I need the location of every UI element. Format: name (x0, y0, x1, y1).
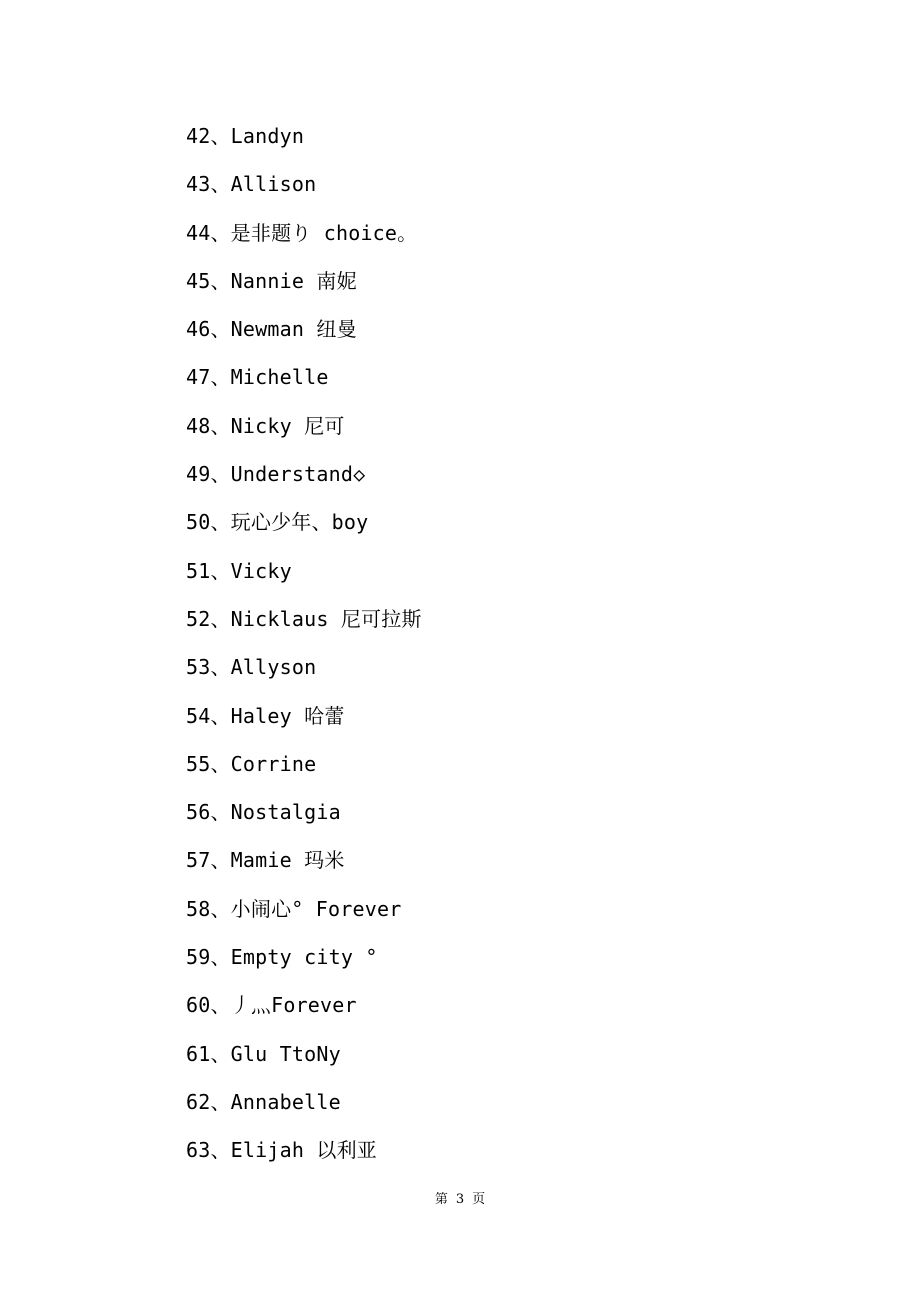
list-item: 42、Landyn (186, 124, 305, 148)
list-item: 51、Vicky (186, 558, 292, 583)
list-item: 57、Mamie 玛米 (186, 848, 345, 873)
list-item: 60、丿灬Forever (186, 993, 357, 1018)
list-item: 61、Glu TtoNy (186, 1041, 341, 1066)
list-item: 52、Nicklaus 尼可拉斯 (186, 606, 422, 631)
list-item: 47、Michelle (186, 365, 329, 390)
footer-prefix: 第 (434, 1192, 448, 1207)
list-item: 63、Elijah 以利亚 (186, 1138, 377, 1163)
list-item: 55、Corrine (186, 751, 317, 776)
list-item: 58、小闹心° Forever (186, 896, 402, 921)
list-item: 56、Nostalgia (186, 800, 341, 825)
list-item: 53、Allyson (186, 655, 317, 680)
list-item: 59、Empty city ° (186, 945, 378, 970)
list-item: 43、Allison (186, 172, 317, 197)
list-item: 54、Haley 哈蕾 (186, 703, 345, 728)
list-item: 50、玩心少年、boy (186, 510, 369, 535)
list-item: 62、Annabelle (186, 1089, 341, 1114)
footer-suffix: 页 (472, 1192, 486, 1207)
list-item: 48、Nicky 尼可 (186, 413, 345, 438)
list-item: 46、Newman 纽曼 (186, 317, 357, 342)
list-item: 45、Nannie 南妮 (186, 268, 357, 293)
page-footer (0, 1190, 920, 1210)
list-item: 44、是非题り choice。 (186, 220, 418, 245)
name-list (186, 118, 836, 1181)
page-number: 3 (455, 1192, 465, 1207)
list-item: 49、Understand◇ (186, 462, 366, 487)
